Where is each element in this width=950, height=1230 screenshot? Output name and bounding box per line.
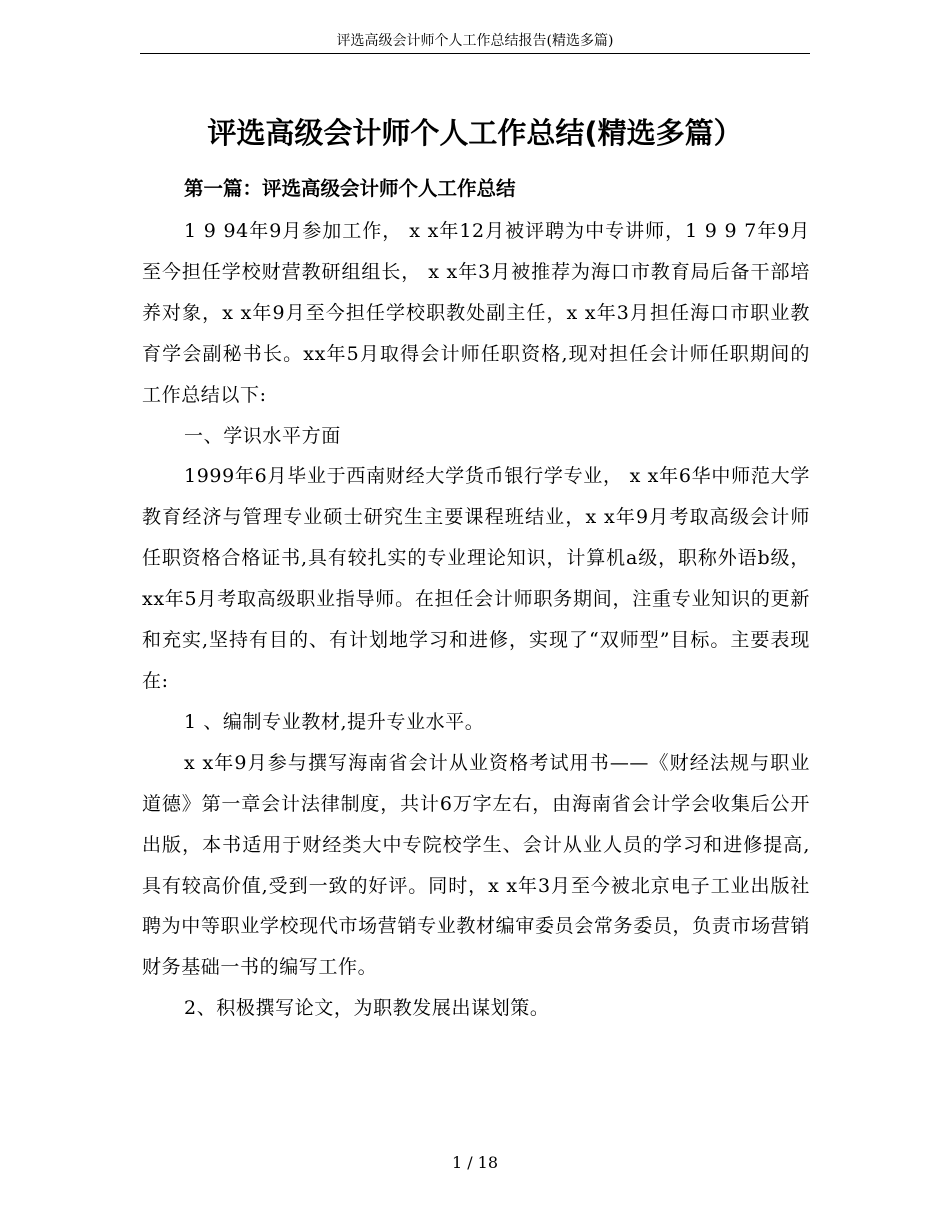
document-title: 评选高级会计师个人工作总结(精选多篇） [207, 116, 743, 150]
section-heading: 第一篇：评选高级会计师个人工作总结 [184, 177, 516, 200]
paragraph-subheading-academic: 一、学识水平方面 [184, 424, 341, 447]
page-number: 1 / 18 [451, 1153, 499, 1172]
running-header: 评选高级会计师个人工作总结报告(精选多篇) [140, 31, 810, 54]
paragraph-textbook-writing: x x年9月参与撰写海南省会计从业资格考试用书——《财经法规与职业道德》第一章会计法律制度，共计6万字左右，由海南省会计学会收集后公开出版，本书适用于财经类大中专院校学生、会计从业人员的学习和进修提高,具有较高价值,受到一致的好评。同时，x x年3月至今被北京电子工业出版社聘为中等职业学校现代市场营销专业教材编审委员会常务委员，负责市场营销财务基础一书的编写工作。 [142, 751, 810, 979]
document-body [142, 211, 810, 1029]
paragraph-education: 1999年6月毕业于西南财经大学货币银行学专业， x x年6华中师范大学教育经济与管理专业硕士研究生主要课程班结业，x x年9月考取高级会计师任职资格合格证书,具有较扎实的专业理论知识，计算机a级，职称外语b级，xx年5月考取高级职业指导师。在担任会计师职务期间，注重专业知识的更新和充实,坚持有目的、有计划地学习和进修，实现了“双师型”目标。主要表现在: [142, 465, 810, 692]
paragraph-career-history: 1 9 94年9月参加工作， x x年12月被评聘为中专讲师，1 9 9 7年9月至今担任学校财营教研组组长， x x年3月被推荐为海口市教育局后备干部培养对象，x x年9月至今担任学校职教处副主任，x x年3月担任海口市职业教育学会副秘书长。xx年5月取得会计师任职资格,现对担任会计师任职期间的工作总结以下: [142, 220, 810, 406]
paragraph-subheading-textbooks: 1 、编制专业教材,提升专业水平。 [184, 710, 485, 733]
paragraph-subheading-papers: 2、积极撰写论文，为职教发展出谋划策。 [184, 997, 550, 1020]
